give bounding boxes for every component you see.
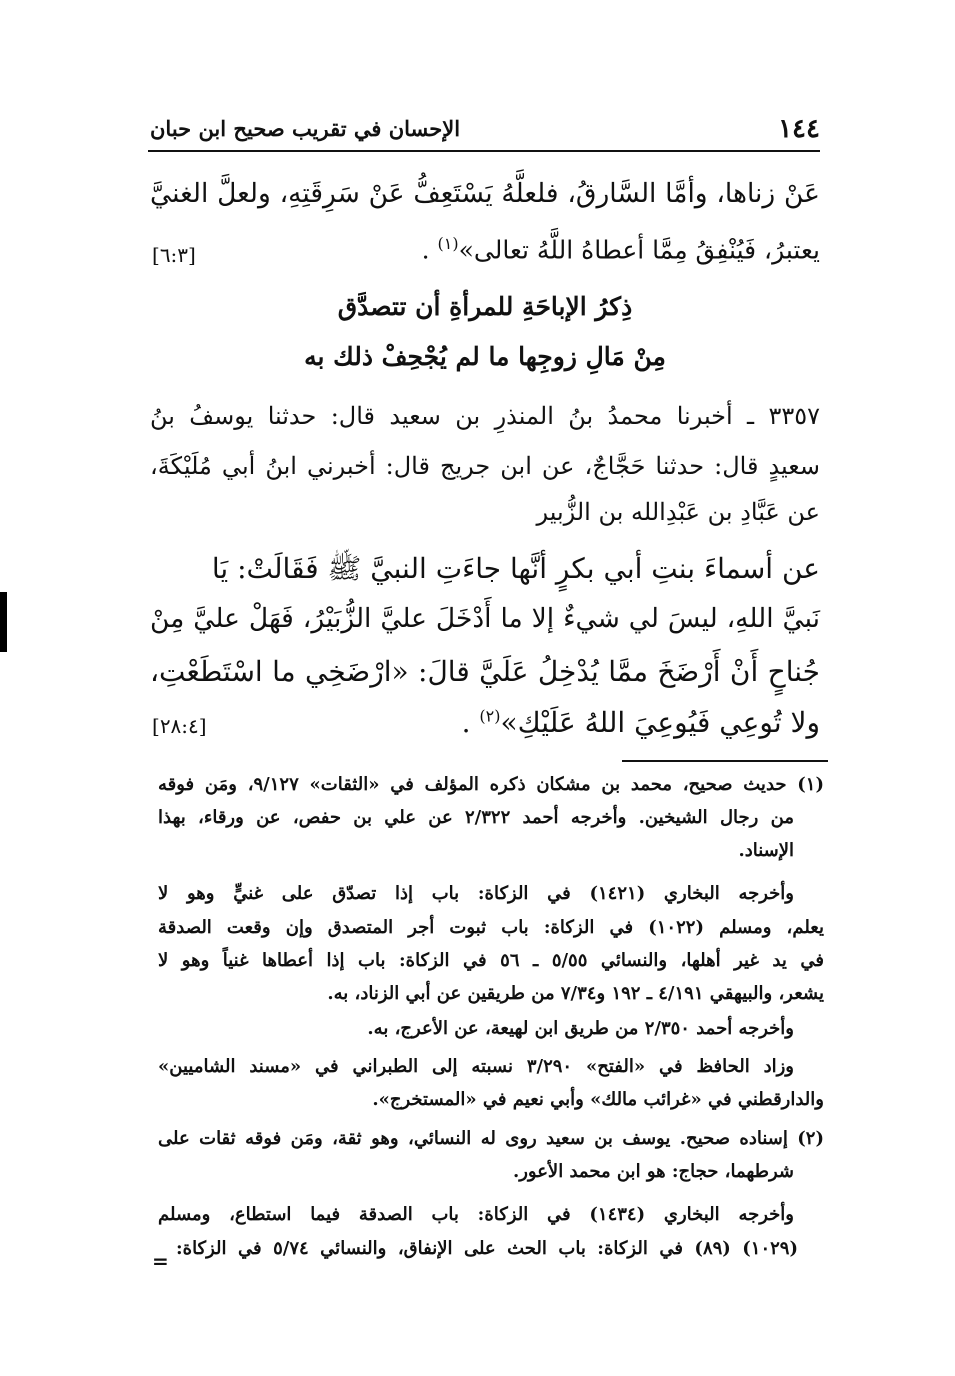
footnote-line: يعلم، ومسلم (١٠٢٢) في الزكاة: باب ثبوت أجر المتصدق وإن وقعت الصدقة [158,917,824,938]
continuation-mark: = [152,1249,169,1273]
footnote-line: (١٠٢٩) (٨٩) في الزكاة: باب الحث على الإنفاق، والنسائي ٥/٧٤ في الزكاة: [176,1238,798,1259]
body-line-last: يعتبرُ، فَيُنْفِقُ مِمَّا أعطاهُ اللَّهُ تعالى»$^{(١)}$ . [421,234,820,265]
footnote-line: يشعر، والبيهقي ٤/١٩١ ـ ١٩٢ و٧/٣٤ من طريقين عن أبي الزناد، به. [327,983,824,1004]
scan-edge-mark [0,592,7,652]
footnote-line: وزاد الحافظ في «الفتح» ٣/٢٩٠ نسبته إلى الطبراني في «مسند الشاميين» [158,1056,795,1077]
footnote-separator [622,760,828,762]
footnote-line: وأخرجه البخاري (١٤٣٤) في الزكاة: باب الصدقة فيما استطاع، ومسلم [158,1204,794,1225]
footnote-line: وأخرجه البخاري (١٤٢١) في الزكاة: باب إذا تصدّق على غنيٍّ وهو لا [158,883,794,904]
matn-line: جُناحٍ أَنْ أَرْضَخَ ممَّا يُدْخِلُ عَلَيَّ قالَ: «ارْضَخِي ما اسْتَطَعْتِ، [150,655,820,688]
footnote-line: من رجال الشيخين. وأخرجه أحمد ٢/٣٢٢ عن علي بن حفص، عن ورقاء، بهذا [158,807,794,828]
page-number: ١٤٤ [778,114,820,144]
chapter-subheading: مِنْ مَالِ زوجِها ما لم يُجْحِفْ ذلك به [304,342,666,371]
body-line: عَنْ زناها، وأمَّا السَّارقُ، فلعلَّهُ يَسْتَعِفُّ عَنْ سَرِقَتِهِ، ولعلَّ الغنيَّ [150,178,820,209]
footnote-marker: (٢) [479,706,501,726]
matn-line: عن أسماءَ بنتِ أبي بكرٍ أنَّها جاءَتِ النبيَّ ﷺ فَقَالَتْ: يَا [211,552,820,585]
footnote-line: وأخرجه أحمد ٢/٣٥٠ من طريق ابن لهيعة، عن الأعرج، به. [367,1018,794,1039]
isnad-line: سعيدٍ قال: حدثنا حَجَّاجٌ، عن ابن جريج قال: أخبرني ابنُ أبي مُلَيْكَةَ، [150,452,820,480]
isnad-line: ٣٣٥٧ ـ أخبرنا محمدُ بنُ المنذرِ بن سعيد قال: حدثنا يوسفُ بنُ [150,402,820,430]
matn-line-last: ولا تُوعِي فَيُوعِيَ اللهُ عَلَيْكِ»$^{(٢)}$ . [461,706,820,739]
footnote-line: (١) حديث صحيح، محمد بن مشكان ذكره المؤلف في «الثقات» ٩/١٢٧، ومَن فوقه [158,774,824,795]
footnote-marker: (١) [437,234,459,253]
book-title: الإحسان في تقريب صحيح ابن حبان [150,116,461,141]
footnote-line: الإسناد. [738,840,794,861]
footnote-line: في يد غير أهلها، والنسائي ٥/٥٥ ـ ٥٦ في الزكاة: باب إذا أعطاها غنياً وهو لا [158,950,824,971]
running-header [150,114,820,148]
header-rule [148,150,820,152]
footnote-line: (٢) إسناده صحيح. يوسف بن سعيد روى له النسائي، وهو ثقة، ومَن فوقه ثقات على [158,1128,824,1149]
reference-bracket: [٢٨:٤] [152,714,207,738]
footnote-line: شرطهما، حجاج: هو ابن محمد الأعور. [512,1161,794,1182]
reference-bracket: [٦:٣] [152,243,196,267]
chapter-heading: ذِكرُ الإباحَةِ للمرأةِ أن تتصدَّق [337,292,633,321]
matn-line: نَبيَّ اللهِ، ليسَ لي شيءٌ إلا ما أَدْخَلَ عليَّ الزُّبَيْرُ، فَهَلْ عليَّ مِنْ [150,603,820,634]
isnad-line: عن عَبَّادِ بن عَبْدِالله بن الزُّبير [536,498,820,526]
footnote-line: والدارقطني في «غرائب مالك» وأبي نعيم في «المستخرج». [372,1089,824,1110]
